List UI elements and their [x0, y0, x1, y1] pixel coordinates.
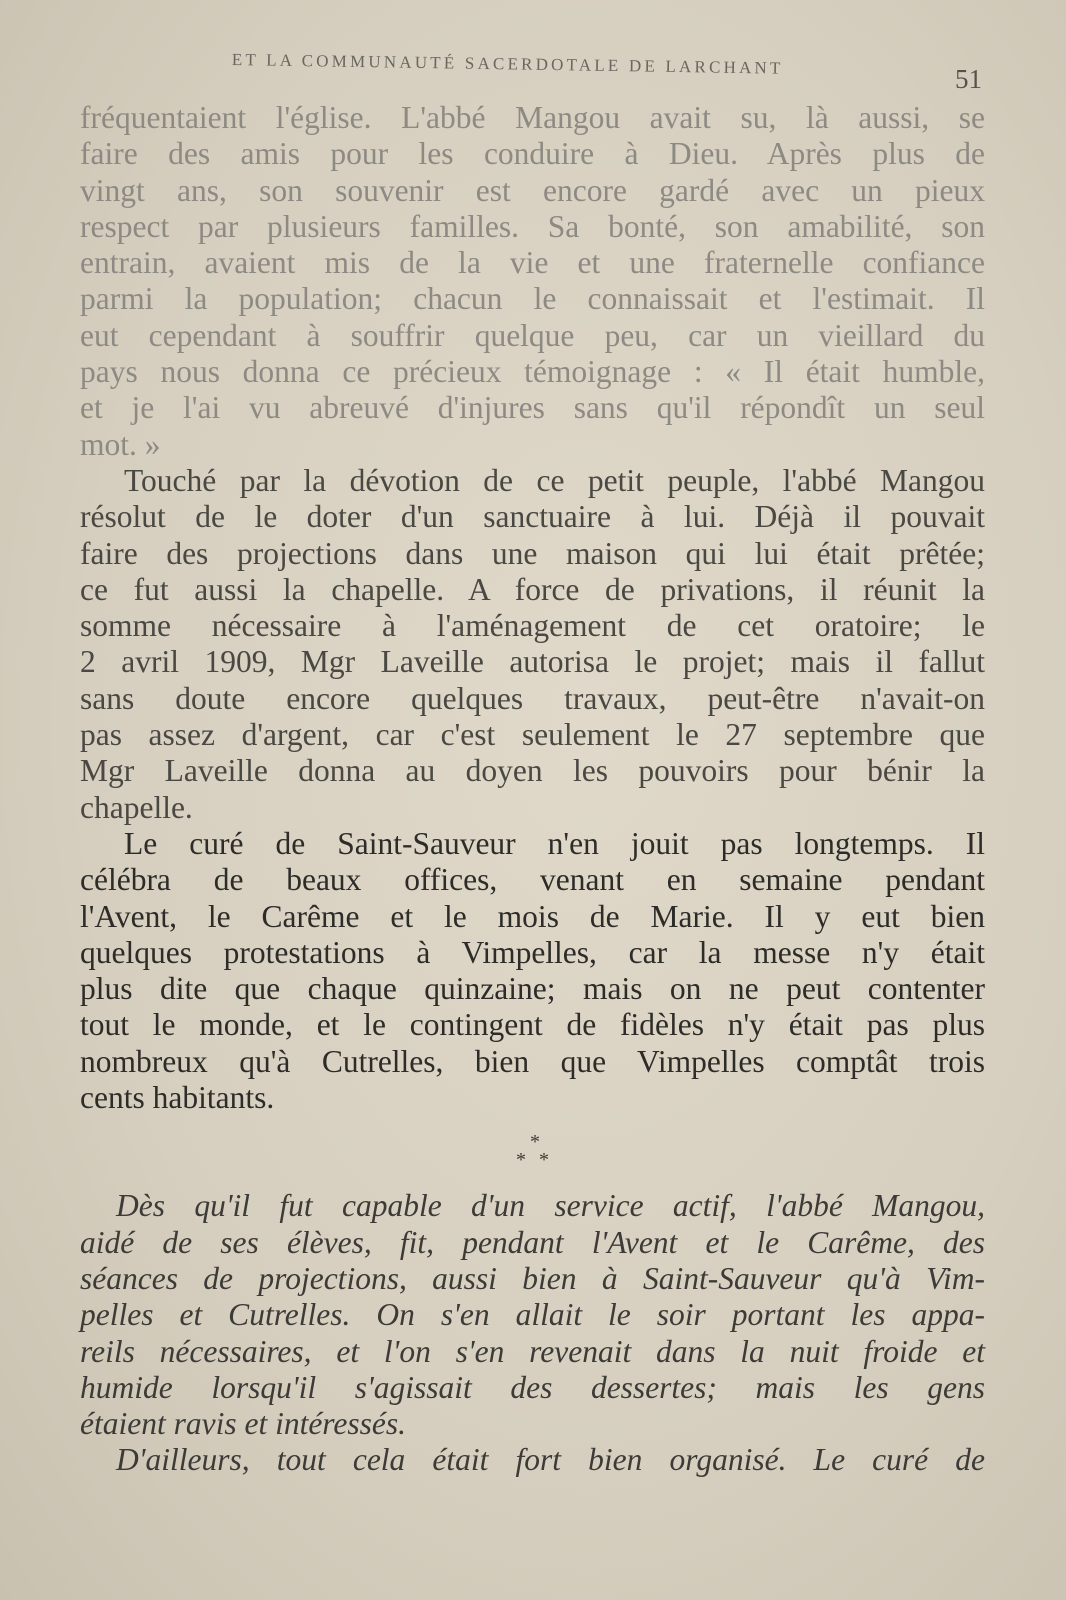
paragraph-1: [80, 100, 985, 463]
page-number: 51: [955, 64, 982, 94]
text-line: pelles et Cutrelles. On s'en allait le soir portant les appa-: [80, 1297, 985, 1333]
asterism-bottom: * *: [516, 1149, 553, 1172]
text-line: séances de projections, aussi bien à Saint-Sauveur qu'à Vim-: [80, 1260, 985, 1296]
text-line: somme nécessaire à l'aménagement de cet oratoire; le: [80, 608, 985, 644]
asterism-top: *: [530, 1131, 540, 1154]
text-line: plus dite que chaque quinzaine; mais on ne peut contenter: [80, 971, 985, 1007]
text-line: pays nous donna ce précieux témoignage : « Il était humble,: [80, 354, 985, 390]
text-line: vingt ans, son souvenir est encore gardé avec un pieux: [80, 172, 985, 208]
text-line: ce fut aussi la chapelle. A force de privations, il réunit la: [80, 571, 985, 607]
paragraph-2: [80, 463, 985, 826]
running-title: ET LA COMMUNAUTÉ SACERDOTALE DE LARCHANT: [231, 50, 784, 78]
text-line: sans doute encore quelques travaux, peut-être n'avait-on: [80, 680, 985, 716]
text-line: humide lorsqu'il s'agissait des dessertes; mais les gens: [80, 1369, 985, 1405]
text-line: faire des amis pour les conduire à Dieu. Après plus de: [80, 136, 985, 172]
text-line: étaient ravis et intéressés.: [80, 1406, 407, 1442]
text-line: D'ailleurs, tout cela était fort bien organisé. Le curé de: [116, 1442, 985, 1478]
text-line: fréquentaient l'église. L'abbé Mangou avait su, là aussi, se: [80, 100, 985, 135]
text-line: mot. »: [80, 426, 161, 462]
text-line: Touché par la dévotion de ce petit peuple, l'abbé Mangou: [124, 462, 985, 498]
text-line: quelques protestations à Vimpelles, car la messe n'y était: [80, 934, 985, 970]
text-line: entrain, avaient mis de la vie et une fraternelle confiance: [80, 245, 985, 281]
text-line: chapelle.: [80, 789, 193, 825]
text-line: tout le monde, et le contingent de fidèles n'y était pas plus: [80, 1007, 985, 1043]
text-line: l'Avent, le Carême et le mois de Marie. Il y eut bien: [80, 898, 985, 934]
page-header: [231, 44, 992, 94]
text-line: cents habitants.: [80, 1080, 275, 1116]
text-line: aidé de ses élèves, fit, pendant l'Avent et le Carême, des: [80, 1224, 985, 1260]
text-line: célébra de beaux offices, venant en semaine pendant: [80, 862, 985, 898]
text-line: Mgr Laveille donna au doyen les pouvoirs pour bénir la: [80, 753, 985, 789]
text-line: nombreux qu'à Cutrelles, bien que Vimpelles comptât trois: [80, 1043, 985, 1079]
text-line: Dès qu'il fut capable d'un service actif, l'abbé Mangou,: [116, 1188, 985, 1224]
text-line: reils nécessaires, et l'on s'en revenait dans la nuit froide et: [80, 1333, 985, 1369]
text-line: eut cependant à souffrir quelque peu, car un vieillard du: [80, 317, 985, 353]
text-line: 2 avril 1909, Mgr Laveille autorisa le projet; mais il fallut: [80, 644, 985, 680]
paragraph-4: [80, 1188, 985, 1442]
text-line: résolut de le doter d'un sanctuaire à lui. Déjà il pouvait: [80, 499, 985, 535]
text-line: respect par plusieurs familles. Sa bonté, son amabilité, son: [80, 208, 985, 244]
text-line: faire des projections dans une maison qui lui était prêtée;: [80, 535, 985, 571]
text-line: et je l'ai vu abreuvé d'injures sans qu'il répondît un seul: [80, 390, 985, 426]
paragraph-5: [80, 1442, 985, 1478]
section-separator: [80, 1116, 985, 1188]
text-line: parmi la population; chacun le connaissait et l'estimait. Il: [80, 281, 985, 317]
body-text: [80, 100, 985, 1479]
text-line: pas assez d'argent, car c'est seulement le 27 septembre que: [80, 717, 985, 753]
text-line: Le curé de Saint-Sauveur n'en jouit pas longtemps. Il: [124, 825, 985, 861]
paragraph-3: [80, 826, 985, 1116]
